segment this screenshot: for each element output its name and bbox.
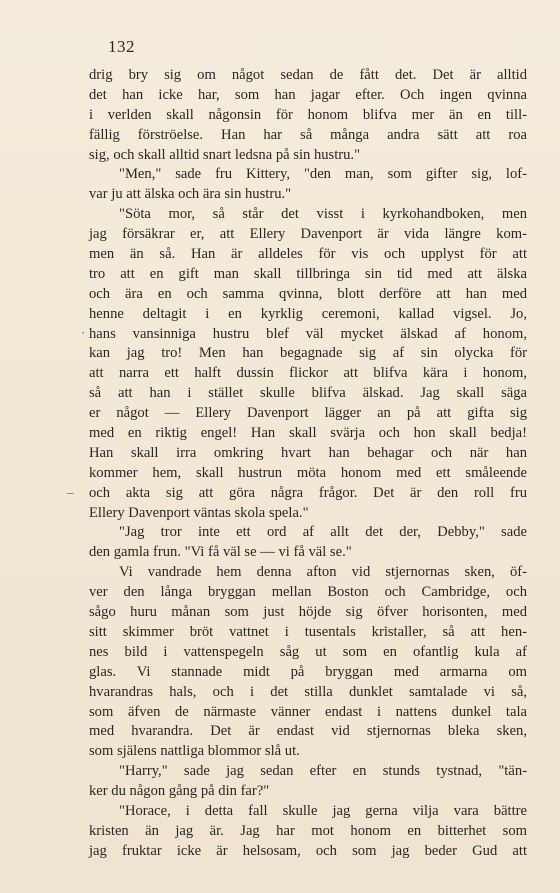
text-line: jag fruktar icke är helsosam, och som jag beder Gud att (89, 842, 527, 859)
text-line: "Jag tror inte ett ord af allt det der, Debby," sade (119, 524, 527, 541)
text-line: och ära en och samma qvinna, blott derföre att han med (89, 285, 527, 302)
text-line: sågo huru månan som just höjde sig öfver horisonten, med (89, 604, 527, 621)
text-line: kan jag tro! Men han begagnade sig af sin olycka för (89, 345, 527, 362)
text-line: "Men," sade fru Kittery, "den man, som gifter sig, lof- (119, 166, 527, 183)
text-line: det han icke har, som han jagar efter. Och ingen qvinna (89, 86, 527, 103)
text-line: "Söta mor, så står det visst i kyrkohandboken, men (119, 206, 527, 223)
text-line: Vi vandrade hem denna afton vid stjernornas sken, öf- (119, 564, 527, 581)
margin-mark: _ (67, 480, 74, 495)
text-line: fällig förströelse. Han har så många andra sätt att roa (89, 126, 527, 143)
text-line: men än så. Han är alldeles för vis och upplyst för att (89, 246, 527, 263)
text-line: "Horace, i detta fall skulle jag gerna vilja vara bättre (119, 802, 527, 819)
text-line: och akta sig att göra några frågor. Det är den roll fru (89, 484, 527, 501)
text-line: hvarandras hals, och i det stilla dunklet samtalade vi så, (89, 683, 527, 700)
page-number: 132 (108, 37, 135, 56)
text-line: kristen än jag är. Jag har mot honom en bitterhet som (89, 822, 527, 839)
text-line: henne deltagit i en kyrklig ceremoni, kallad vigsel. Jo, (89, 305, 527, 322)
text-line: var ju att älska och ära sin hustru." (89, 186, 292, 203)
text-line: med en riktig engel! Han skall svärja och hon skall bedja! (89, 425, 527, 442)
text-line: som själens nattliga blommor slå ut. (89, 743, 300, 760)
text-line: ker du någon gång på din far?" (89, 783, 270, 800)
text-line: som äfven de närmaste vänner endast i nattens dunkel tala (89, 703, 527, 720)
text-line: sitt skimmer bröt vattnet i tusentals kristaller, så att hen- (89, 623, 527, 640)
text-line: i verlden skall någonsin för honom blifva mer än en till- (89, 106, 527, 123)
text-line: drig bry sig om något sedan de fått det. Det är alltid (89, 67, 527, 83)
text-line: sig, och skall alltid snart ledsna på sin hustru." (89, 146, 361, 163)
text-line: Ellery Davenport väntas skola spela." (89, 504, 309, 521)
text-line: glas. Vi stannade midt på bryggan med armarna om (89, 663, 527, 680)
text-line: hans vansinniga hustru blef väl mycket älskad af honom, (89, 325, 527, 342)
text-line: så att han i stället skulle blifva älskad. Jag skall säga (89, 385, 527, 402)
text-line: jag försäkrar er, att Ellery Davenport är vida längre kom- (89, 226, 527, 243)
text-line: tro att en gift man skall tillbringa sin tid med att älska (89, 265, 527, 282)
text-line: ver den långa bryggan mellan Boston och Cambridge, och (89, 584, 527, 601)
text-line: att narra ett halft dussin flickor att blifva kära i honom, (89, 365, 527, 382)
text-line: er något — Ellery Davenport lägger an på att gifta sig (89, 405, 527, 422)
text-line: Han skall irra omkring hvart han behagar och när han (89, 444, 527, 461)
text-line: nes bild i vattenspegeln såg ut som en ofantlig kula af (89, 643, 527, 660)
body-text (89, 66, 527, 862)
text-line: med hvarandra. Det är endast vid stjernornas bleka sken, (89, 723, 527, 740)
text-line: "Harry," sade jag sedan efter en stunds tystnad, "tän- (119, 763, 527, 780)
text-line: kommer hem, skall hustrun möta honom med ett småleende (89, 464, 527, 481)
text-line: den gamla frun. "Vi få väl se — vi få väl se." (89, 544, 352, 561)
margin-mark: · (81, 325, 86, 340)
